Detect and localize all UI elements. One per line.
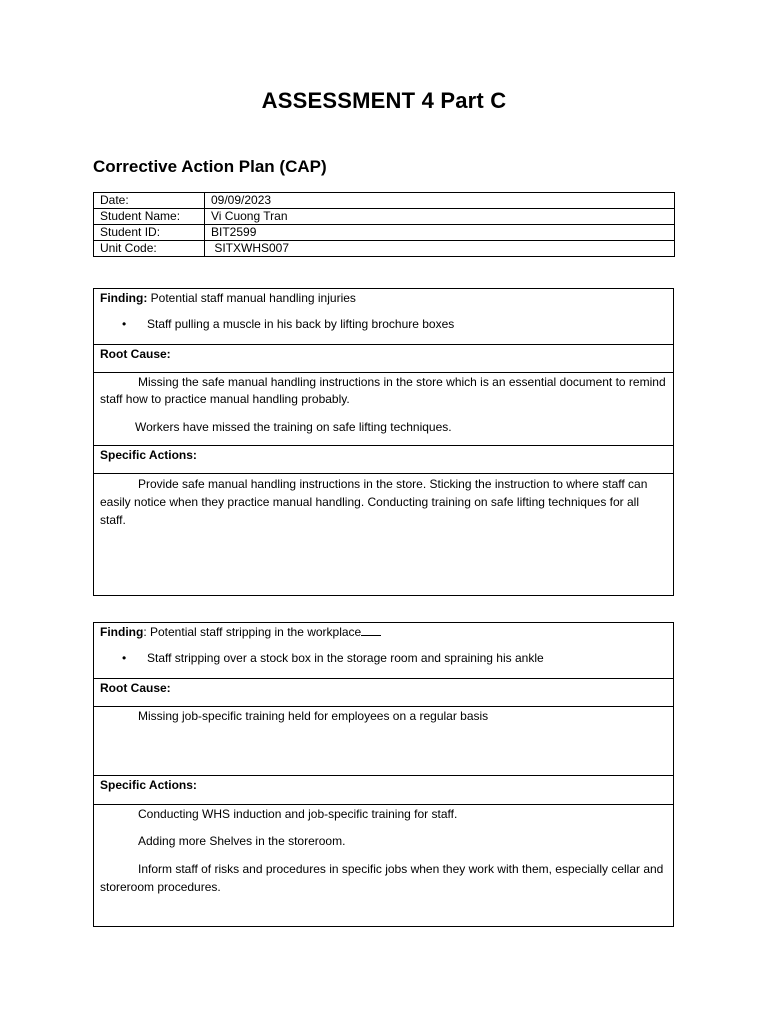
root-cause-label: Root Cause: — [100, 681, 171, 695]
root-cause-row — [94, 373, 673, 446]
specific-actions-label: Specific Actions: — [100, 448, 197, 462]
cap-table-1 — [93, 288, 674, 596]
specific-actions-row — [94, 805, 673, 926]
student-id-value: BIT2599 — [205, 225, 675, 241]
root-cause-text-1: Missing job-specific training held for employees on a regular basis — [138, 709, 489, 723]
finding-label: Finding — [100, 625, 144, 639]
root-cause-text-2: Workers have missed the training on safe lifting techniques. — [135, 420, 452, 434]
list-item — [100, 651, 667, 665]
table-row — [94, 241, 675, 257]
table-row — [94, 209, 675, 225]
finding-row — [94, 623, 673, 679]
cap-table-2 — [93, 622, 674, 927]
student-id-label: Student ID: — [94, 225, 205, 241]
bullet-icon: • — [122, 317, 127, 331]
specific-actions-text-2: Adding more Shelves in the storeroom. — [138, 834, 346, 848]
table-row — [94, 225, 675, 241]
table-row — [94, 193, 675, 209]
student-name-label: Student Name: — [94, 209, 205, 225]
finding-bullet-text: Staff pulling a muscle in his back by lifting brochure boxes — [147, 317, 455, 331]
finding-row — [94, 289, 673, 345]
date-label: Date: — [94, 193, 205, 209]
specific-actions-text-1: Conducting WHS induction and job-specific training for staff. — [138, 807, 458, 821]
student-name-value: Vi Cuong Tran — [205, 209, 675, 225]
finding-label: Finding: — [100, 291, 148, 305]
document-subtitle: Corrective Action Plan (CAP) — [93, 157, 327, 176]
document-title: ASSESSMENT 4 Part C — [261, 88, 507, 113]
specific-actions-header-row — [94, 446, 673, 474]
finding-bullet-text: Staff stripping over a stock box in the storage room and spraining his ankle — [147, 651, 544, 665]
date-value: 09/09/2023 — [205, 193, 675, 209]
list-item — [100, 317, 667, 331]
blank-underline — [361, 624, 381, 636]
student-info-table — [93, 192, 675, 257]
specific-actions-text-1: Provide safe manual handling instructions in the store. Sticking the instruction to where staff can easily notice when they practice manual handling. Conducting training on safe lifting techniques for all staff. — [100, 477, 648, 527]
finding-text: Potential staff manual handling injuries — [147, 291, 356, 305]
specific-actions-label: Specific Actions: — [100, 778, 197, 792]
root-cause-header-row — [94, 345, 673, 373]
specific-actions-text-3: Inform staff of risks and procedures in specific jobs when they work with them, especially cellar and storeroom procedures. — [100, 862, 664, 894]
specific-actions-row — [94, 474, 673, 595]
root-cause-header-row — [94, 679, 673, 707]
finding-text: : Potential staff stripping in the workplace — [143, 625, 362, 639]
specific-actions-header-row — [94, 776, 673, 805]
root-cause-text-1: Missing the safe manual handling instructions in the store which is an essential document to remind staff how to practice manual handling probably. — [100, 375, 666, 406]
root-cause-label: Root Cause: — [100, 347, 171, 361]
root-cause-row — [94, 707, 673, 776]
unit-code-label: Unit Code: — [94, 241, 205, 257]
unit-code-value: SITXWHS007 — [205, 241, 675, 257]
bullet-icon: • — [122, 651, 127, 665]
